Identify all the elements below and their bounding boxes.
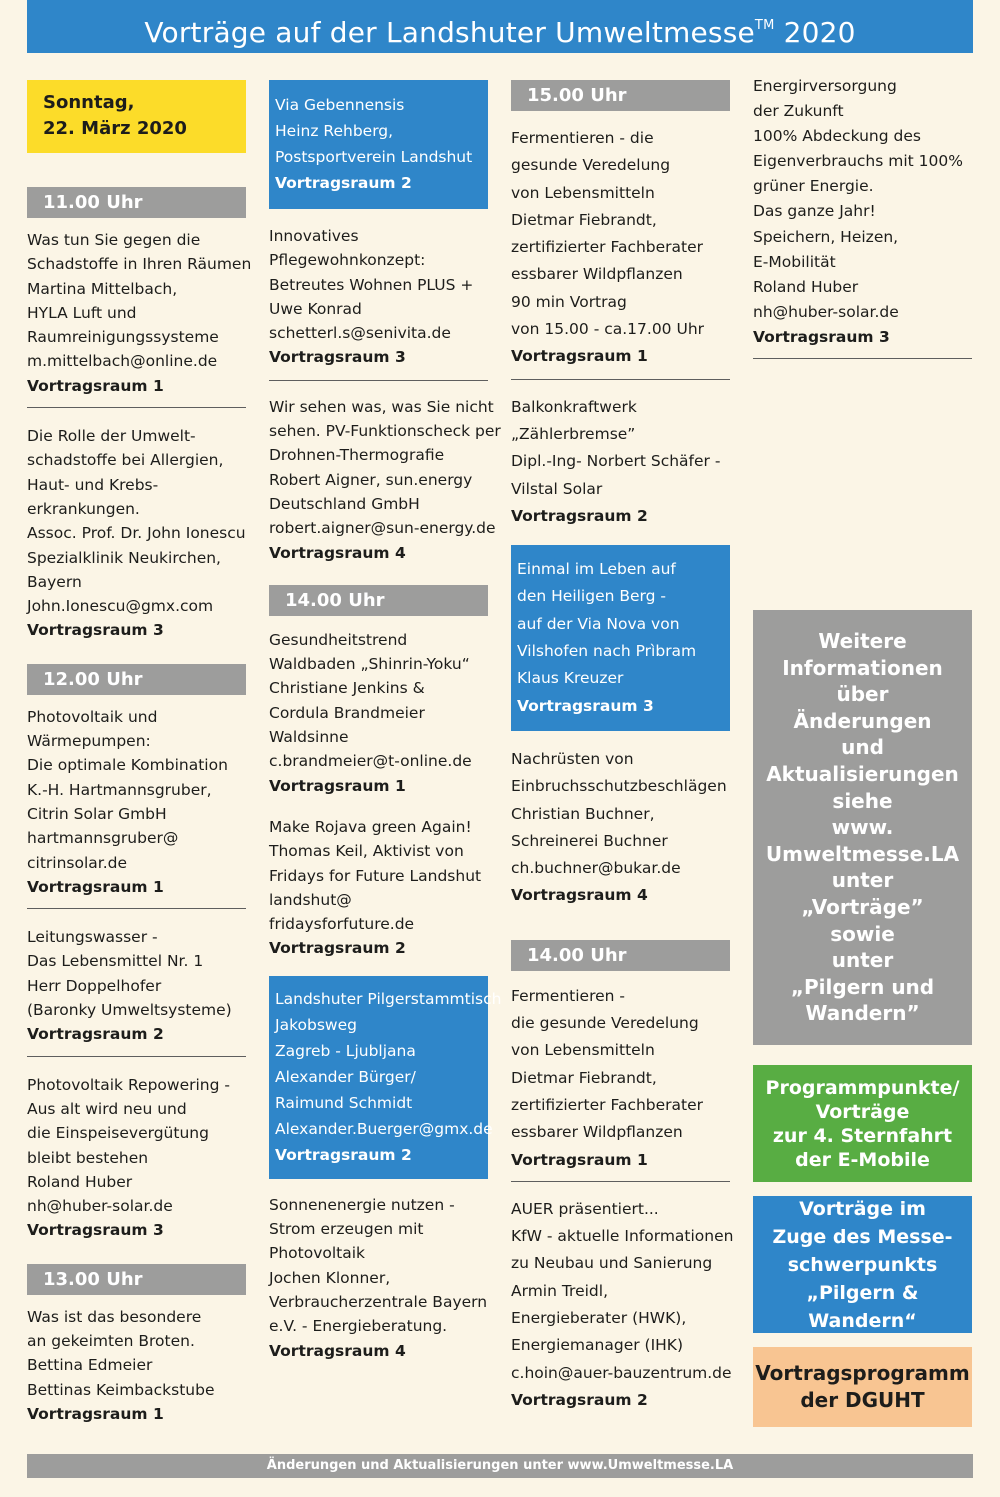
talk-line: Energiemanager (IHK) bbox=[511, 1336, 684, 1355]
talk-entry bbox=[511, 394, 730, 530]
talk-entry bbox=[27, 1305, 246, 1426]
text-line: unter bbox=[831, 868, 894, 893]
talk-line: Armin Treidl, bbox=[511, 1281, 608, 1300]
column-3 bbox=[511, 80, 734, 1414]
text-line: www. bbox=[831, 815, 894, 840]
talk-line: Haut- und Krebs- bbox=[27, 475, 159, 494]
room-label: Vortragsraum 3 bbox=[27, 621, 164, 640]
talk-line: die Einspeisevergütung bbox=[27, 1124, 209, 1143]
talk-entry bbox=[269, 395, 501, 565]
talk-line: Postsportverein Landshut bbox=[275, 148, 473, 166]
talk-line: „Zählerbremse” bbox=[511, 424, 636, 443]
talk-entry bbox=[269, 815, 488, 961]
talk-line: m.mittelbach@online.de bbox=[27, 352, 218, 371]
talk-line: Die Rolle der Umwelt- bbox=[27, 427, 196, 446]
divider bbox=[27, 407, 246, 408]
pilgrim-talk-box bbox=[269, 80, 488, 209]
room-label: Vortragsraum 2 bbox=[511, 1390, 648, 1409]
talk-line: Jakobsweg bbox=[275, 1015, 357, 1034]
room-label: Vortragsraum 1 bbox=[511, 347, 648, 366]
page-title bbox=[27, 0, 973, 53]
text-line: zur 4. Sternfahrt bbox=[772, 1124, 953, 1147]
talk-line: Roland Huber bbox=[27, 1172, 133, 1191]
talk-line: Einmal im Leben auf bbox=[517, 560, 676, 579]
text-line: Aktualisierungen bbox=[766, 762, 959, 787]
talk-line: Martina Mittelbach, bbox=[27, 279, 178, 298]
talk-line: Alexander.Buerger@gmx.de bbox=[275, 1119, 493, 1138]
legend-blue-box bbox=[753, 1196, 972, 1333]
time-bar-15: 15.00 Uhr bbox=[511, 80, 730, 111]
talk-line: Dipl.-Ing- Norbert Schäfer - bbox=[511, 452, 721, 471]
talk-line: Jochen Klonner, bbox=[269, 1268, 391, 1287]
talk-line: Photovoltaik bbox=[269, 1244, 366, 1263]
text-line: „Pilgern und bbox=[790, 974, 935, 999]
talk-line: Citrin Solar GmbH bbox=[27, 804, 167, 823]
title-text: Vorträge auf der Landshuter Umweltmesse bbox=[144, 16, 755, 49]
talk-line: Das Lebensmittel Nr. 1 bbox=[27, 952, 204, 971]
talk-entry bbox=[511, 746, 730, 910]
text-line: „Pilgern & Wandern“ bbox=[806, 1281, 919, 1332]
talk-line: Aus alt wird neu und bbox=[27, 1099, 187, 1118]
room-label: Vortragsraum 4 bbox=[269, 543, 406, 562]
talk-line: Zagreb - Ljubljana bbox=[275, 1041, 416, 1060]
talk-line: Was tun Sie gegen die bbox=[27, 231, 201, 249]
talk-line: Drohnen-Thermografie bbox=[269, 446, 445, 465]
talk-line: ch.buchner@bukar.de bbox=[511, 859, 681, 878]
text-line: Zuge des Messe- bbox=[772, 1225, 953, 1248]
room-label: Vortragsraum 1 bbox=[269, 776, 406, 795]
legend-green-box bbox=[753, 1065, 972, 1182]
text-line: unter bbox=[831, 948, 894, 973]
talk-line: gesunde Veredelung bbox=[511, 156, 671, 175]
talk-line: Bettinas Keimbackstube bbox=[27, 1380, 215, 1399]
divider bbox=[753, 358, 972, 359]
text-line: über bbox=[836, 682, 889, 707]
talk-entry bbox=[269, 1193, 488, 1363]
divider bbox=[511, 1181, 730, 1182]
talk-line: Speichern, Heizen, bbox=[753, 227, 899, 246]
divider bbox=[27, 908, 246, 909]
room-label: Vortragsraum 3 bbox=[27, 1221, 164, 1240]
talk-line: Bettina Edmeier bbox=[27, 1356, 153, 1375]
talk-line: Spezialklinik Neukirchen, bbox=[27, 548, 221, 567]
talk-line: Landshuter Pilgerstammtisch bbox=[275, 989, 502, 1008]
talk-line: Strom erzeugen mit bbox=[269, 1220, 424, 1239]
room-label: Vortragsraum 4 bbox=[511, 886, 648, 905]
text-line: „Vorträge” bbox=[801, 894, 924, 919]
talk-line: an gekeimten Broten. bbox=[27, 1331, 195, 1350]
talk-entry bbox=[511, 983, 730, 1174]
talk-line: Cordula Brandmeier bbox=[269, 703, 425, 722]
talk-line: E-Mobilität bbox=[753, 252, 836, 271]
talk-line: sehen. PV-Funktionscheck per bbox=[269, 422, 501, 441]
talk-line: Die optimale Kombination bbox=[27, 756, 228, 775]
talk-line: Uwe Konrad bbox=[269, 299, 362, 318]
room-label: Vortragsraum 2 bbox=[511, 506, 648, 525]
talk-line: 100% Abdeckung des bbox=[753, 127, 921, 146]
divider bbox=[511, 379, 730, 380]
talk-line: Vilshofen nach Prìbram bbox=[517, 642, 697, 661]
column-4 bbox=[753, 74, 972, 375]
talk-line: Waldbaden „Shinrin-Yoku“ bbox=[269, 655, 470, 674]
room-label: Vortragsraum 4 bbox=[269, 1341, 406, 1360]
talk-line: fridaysforfuture.de bbox=[269, 915, 415, 934]
text-line: Weitere bbox=[818, 629, 907, 654]
pilgrim-talk-box bbox=[511, 545, 730, 731]
time-bar-11: 11.00 Uhr bbox=[27, 187, 246, 218]
talk-line: auf der Via Nova von bbox=[517, 614, 680, 633]
talk-line: robert.aigner@sun-energy.de bbox=[269, 519, 496, 538]
talk-entry bbox=[27, 925, 246, 1046]
trademark: TM bbox=[754, 18, 775, 33]
text-line: sowie bbox=[830, 921, 895, 946]
room-label: Vortragsraum 1 bbox=[511, 1150, 648, 1169]
talk-line: Heinz Rehberg, bbox=[275, 122, 394, 140]
talk-line: Assoc. Prof. Dr. John Ionescu bbox=[27, 524, 246, 543]
room-label: Vortragsraum 2 bbox=[27, 1025, 164, 1044]
text-line: Informationen bbox=[782, 655, 943, 680]
talk-line: Fermentieren - die bbox=[511, 129, 654, 147]
talk-line: Einbruchsschutzbeschlägen bbox=[511, 777, 727, 796]
talk-line: grüner Energie. bbox=[753, 177, 874, 196]
talk-line: Fermentieren - bbox=[511, 986, 625, 1005]
talk-line: Betreutes Wohnen PLUS + bbox=[269, 275, 474, 294]
talk-line: erkrankungen. bbox=[27, 499, 140, 518]
talk-line: c.hoin@auer-bauzentrum.de bbox=[511, 1363, 732, 1382]
talk-line: Fridays for Future Landshut bbox=[269, 866, 482, 885]
room-label: Vortragsraum 3 bbox=[269, 348, 406, 367]
talk-line: Klaus Kreuzer bbox=[517, 669, 624, 688]
talk-line: Bayern bbox=[27, 572, 82, 591]
talk-line: Sonnenenergie nutzen - bbox=[269, 1195, 455, 1214]
talk-line: landshut@ bbox=[269, 890, 352, 909]
talk-line: 90 min Vortrag bbox=[511, 292, 627, 311]
talk-line: Deutschland GmbH bbox=[269, 494, 420, 513]
talk-line: HYLA Luft und bbox=[27, 303, 137, 322]
talk-line: Make Rojava green Again! bbox=[269, 817, 472, 836]
talk-entry bbox=[269, 224, 488, 370]
text-line: und bbox=[841, 735, 884, 760]
talk-line: essbarer Wildpflanzen bbox=[511, 1123, 683, 1142]
talk-line: Energieberater (HWK), bbox=[511, 1308, 687, 1327]
talk-line: zertifizierter Fachberater bbox=[511, 1095, 704, 1114]
room-label: Vortragsraum 2 bbox=[275, 174, 412, 192]
talk-line: Alexander Bürger/ bbox=[275, 1067, 416, 1086]
time-bar-13: 13.00 Uhr bbox=[27, 1264, 246, 1295]
talk-line: von Lebensmitteln bbox=[511, 183, 655, 202]
room-label: Vortragsraum 3 bbox=[517, 696, 654, 715]
text-line: der DGUHT bbox=[800, 1388, 925, 1412]
talk-line: Photovoltaik Repowering - bbox=[27, 1075, 230, 1094]
time-bar-14: 14.00 Uhr bbox=[511, 940, 730, 971]
text-line: Sonntag, bbox=[43, 92, 135, 113]
talk-line: AUER präsentiert... bbox=[511, 1199, 659, 1218]
talk-entry bbox=[27, 705, 246, 899]
text-line: der E-Mobile bbox=[795, 1148, 930, 1171]
talk-line: bleibt bestehen bbox=[27, 1148, 149, 1167]
room-label: Vortragsraum 1 bbox=[27, 877, 164, 896]
talk-line: Energirversorgung bbox=[753, 77, 897, 95]
talk-line: Christian Buchner, bbox=[511, 804, 655, 823]
talk-line: Was ist das besondere bbox=[27, 1307, 202, 1326]
talk-line: Nachrüsten von bbox=[511, 749, 634, 768]
talk-line: KfW - aktuelle Informationen bbox=[511, 1227, 734, 1246]
pilgrim-talk-box bbox=[269, 976, 502, 1179]
talk-entry bbox=[511, 1196, 734, 1414]
talk-line: Dietmar Fiebrandt, bbox=[511, 1068, 657, 1087]
talk-line: Thomas Keil, Aktivist von bbox=[269, 842, 464, 861]
talk-line: Pflegewohnkonzept: bbox=[269, 251, 426, 270]
talk-line: (Baronky Umweltsysteme) bbox=[27, 1001, 232, 1020]
talk-line: schadstoffe bei Allergien, bbox=[27, 451, 224, 470]
talk-line: schetterl.s@senivita.de bbox=[269, 324, 451, 343]
talk-line: c.brandmeier@t-online.de bbox=[269, 752, 472, 771]
talk-line: Balkonkraftwerk bbox=[511, 397, 637, 416]
talk-line: Christiane Jenkins & bbox=[269, 679, 425, 698]
talk-line: K.-H. Hartmannsgruber, bbox=[27, 780, 212, 799]
room-label: Vortragsraum 1 bbox=[27, 1404, 164, 1423]
divider bbox=[27, 1056, 246, 1057]
room-label: Vortragsraum 2 bbox=[269, 939, 406, 958]
room-label: Vortragsraum 3 bbox=[753, 327, 890, 346]
talk-line: von Lebensmitteln bbox=[511, 1041, 655, 1060]
talk-line: e.V. - Energieberatung. bbox=[269, 1317, 448, 1336]
talk-line: zertifizierter Fachberater bbox=[511, 238, 704, 257]
talk-line: Schreinerei Buchner bbox=[511, 831, 668, 850]
divider bbox=[269, 380, 488, 381]
talk-line: der Zukunft bbox=[753, 102, 844, 121]
text-line: siehe bbox=[832, 788, 893, 813]
room-label: Vortragsraum 1 bbox=[27, 376, 164, 395]
talk-line: Waldsinne bbox=[269, 728, 349, 747]
footer-bar: Änderungen und Aktualisierungen unter www.Umweltmesse.LA bbox=[27, 1454, 973, 1478]
talk-line: Schadstoffe in Ihren Räumen bbox=[27, 255, 252, 274]
talk-line: Raumreinigungssysteme bbox=[27, 328, 219, 347]
talk-line: Wärmepumpen: bbox=[27, 732, 151, 751]
talk-line: Leitungswasser - bbox=[27, 928, 158, 947]
talk-line: Gesundheitstrend bbox=[269, 630, 408, 649]
text-line: Umweltmesse.LA bbox=[765, 841, 960, 866]
talk-line: nh@huber-solar.de bbox=[27, 1197, 173, 1216]
talk-line: den Heiligen Berg - bbox=[517, 587, 666, 606]
talk-line: Vilstal Solar bbox=[511, 479, 603, 498]
talk-line: Wir sehen was, was Sie nicht bbox=[269, 397, 494, 416]
talk-line: John.Ionescu@gmx.com bbox=[27, 597, 214, 616]
legend-orange-box bbox=[753, 1347, 972, 1427]
talk-line: Dietmar Fiebrandt, bbox=[511, 210, 657, 229]
talk-line: Raimund Schmidt bbox=[275, 1093, 413, 1112]
talk-line: Innovatives bbox=[269, 227, 359, 245]
talk-line: hartmannsgruber@ bbox=[27, 829, 179, 848]
talk-line: die gesunde Veredelung bbox=[511, 1014, 699, 1033]
talk-line: Herr Doppelhofer bbox=[27, 976, 162, 995]
talk-line: Roland Huber bbox=[753, 277, 859, 296]
talk-entry bbox=[27, 1073, 246, 1243]
talk-line: Das ganze Jahr! bbox=[753, 202, 876, 221]
title-year: 2020 bbox=[783, 16, 856, 49]
talk-line: Via Gebennensis bbox=[275, 96, 405, 114]
talk-line: Verbraucherzentrale Bayern bbox=[269, 1292, 488, 1311]
column-2 bbox=[269, 80, 502, 1363]
room-label: Vortragsraum 2 bbox=[275, 1145, 412, 1164]
talk-line: Robert Aigner, sun.energy bbox=[269, 470, 473, 489]
day-box bbox=[27, 80, 246, 153]
talk-line: Eigenverbrauchs mit 100% bbox=[753, 152, 963, 171]
talk-line: citrinsolar.de bbox=[27, 853, 128, 872]
time-bar-14: 14.00 Uhr bbox=[269, 585, 488, 616]
text-line: Vorträge bbox=[815, 1100, 910, 1123]
time-bar-12: 12.00 Uhr bbox=[27, 664, 246, 695]
talk-line: zu Neubau und Sanierung bbox=[511, 1254, 713, 1273]
info-box bbox=[753, 610, 972, 1045]
text-line: 22. März 2020 bbox=[43, 118, 187, 139]
text-line: Änderungen bbox=[793, 708, 932, 733]
talk-entry bbox=[511, 125, 730, 371]
talk-entry bbox=[753, 74, 972, 350]
text-line: Vorträge im bbox=[799, 1197, 926, 1220]
text-line: schwerpunkts bbox=[787, 1253, 938, 1276]
talk-entry bbox=[27, 228, 252, 398]
talk-entry bbox=[269, 628, 488, 798]
text-line: Programmpunkte/ bbox=[765, 1076, 960, 1099]
talk-line: von 15.00 - ca.17.00 Uhr bbox=[511, 320, 705, 339]
talk-line: nh@huber-solar.de bbox=[753, 302, 899, 321]
talk-line: essbarer Wildpflanzen bbox=[511, 265, 683, 284]
text-line: Wandern” bbox=[805, 1001, 920, 1026]
column-1 bbox=[27, 80, 252, 1426]
talk-entry bbox=[27, 424, 246, 643]
text-line: Vortragsprogramm bbox=[755, 1361, 970, 1385]
talk-line: Photovoltaik und bbox=[27, 707, 158, 726]
